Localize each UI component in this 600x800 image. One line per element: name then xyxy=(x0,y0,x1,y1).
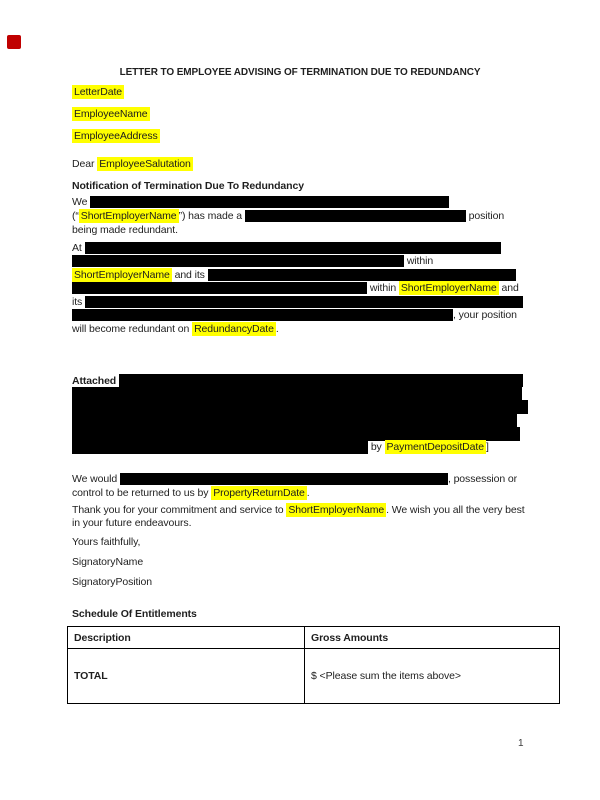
text-run: its xyxy=(72,295,86,308)
text-run: will become redundant on xyxy=(72,322,193,335)
letter-line xyxy=(72,209,528,223)
text-run: We xyxy=(72,196,91,208)
text-run: Attached xyxy=(72,374,119,387)
placeholder-field: EmployeeName xyxy=(74,108,148,120)
text-run: control to be returned to us by xyxy=(72,487,212,499)
redaction-bar xyxy=(85,242,501,254)
letter-line xyxy=(72,322,528,336)
text-run: At xyxy=(72,241,85,254)
schedule-table xyxy=(67,626,560,704)
text-run: by xyxy=(368,441,385,454)
redaction-bar xyxy=(72,282,367,294)
table-cell: $ <Please sum the items above> xyxy=(305,649,560,704)
redaction-bar xyxy=(72,440,368,454)
paragraph-attached xyxy=(72,374,528,454)
redaction-bar xyxy=(72,309,453,321)
letter-line xyxy=(72,472,528,486)
signatory-name: SignatoryName xyxy=(72,556,144,568)
signatory-position: SignatoryPosition xyxy=(72,576,153,588)
letter-line xyxy=(72,195,528,209)
text-run: within xyxy=(404,255,434,268)
letter-line xyxy=(72,517,528,531)
redaction-bar xyxy=(90,196,449,208)
field-line xyxy=(72,86,528,108)
table-header-cell: Gross Amounts xyxy=(305,627,560,649)
paragraph-we-would xyxy=(72,472,528,500)
letter-line xyxy=(72,157,528,171)
text-run: , possession or xyxy=(447,473,518,485)
text-run: Thank you for your commitment and service to xyxy=(72,503,287,516)
schedule-table-wrap xyxy=(67,626,560,704)
placeholder-field: EmployeeAddress xyxy=(74,130,158,142)
letter-line xyxy=(72,440,528,453)
paragraph-we xyxy=(72,195,528,237)
closing-yours: Yours faithfully, xyxy=(72,536,141,548)
text-run: within xyxy=(367,282,399,295)
redaction-bar xyxy=(119,374,523,388)
placeholder-field: PaymentDepositDate xyxy=(386,441,484,454)
table-row xyxy=(68,649,560,704)
paragraph-thanks xyxy=(72,503,528,530)
letter-line xyxy=(72,268,528,282)
text-run: . We wish you all the very best xyxy=(386,503,525,516)
placeholder-field: PropertyReturnDate xyxy=(213,487,305,499)
letter-line xyxy=(72,486,528,500)
text-run: . xyxy=(275,322,279,335)
placeholder-field: EmployeeSalutation xyxy=(99,157,191,170)
redaction-bar xyxy=(72,387,522,401)
redaction-bar xyxy=(85,296,523,308)
placeholder-field: ShortEmployerName xyxy=(74,268,170,281)
redaction-bar xyxy=(120,473,448,485)
letter-line xyxy=(72,241,528,255)
letter-line xyxy=(72,401,528,414)
text-run: in your future endeavours. xyxy=(72,517,192,530)
letter-line xyxy=(72,427,528,440)
text-run: and xyxy=(498,282,519,295)
paragraph-at xyxy=(72,241,528,336)
placeholder-field: LetterDate xyxy=(74,86,123,98)
placeholder-field: ShortEmployerName xyxy=(400,282,497,295)
redaction-bar xyxy=(245,210,466,222)
text-run: ] xyxy=(485,441,489,454)
letter-line xyxy=(72,295,528,309)
field-line xyxy=(72,108,528,130)
text-run: , your position xyxy=(453,309,517,322)
text-run: Dear xyxy=(72,157,98,170)
section-heading: Notification of Termination Due To Redundancy xyxy=(72,180,304,192)
text-run: (“ xyxy=(72,210,79,222)
redaction-bar xyxy=(72,255,404,267)
table-body xyxy=(68,649,560,704)
document-title: LETTER TO EMPLOYEE ADVISING OF TERMINATION DUE TO REDUNDANCY xyxy=(119,67,481,78)
redaction-bar xyxy=(72,414,517,428)
letter-line xyxy=(72,374,528,387)
table-header-row xyxy=(68,627,560,649)
redaction-bar xyxy=(72,400,528,414)
schedule-heading: Schedule Of Entitlements xyxy=(72,608,197,620)
letter-line xyxy=(72,255,528,269)
page-number: 1 xyxy=(518,738,524,749)
text-run: We would xyxy=(72,473,120,485)
redaction-bar xyxy=(72,427,520,441)
letter-line xyxy=(72,223,528,237)
field-line xyxy=(72,130,528,152)
placeholder-field: RedundancyDate xyxy=(194,322,274,335)
text-run: being made redundant. xyxy=(72,224,178,236)
letter-line xyxy=(72,282,528,296)
text-run: . xyxy=(306,487,310,499)
table-header-cell: Description xyxy=(68,627,305,649)
placeholder-field: ShortEmployerName xyxy=(80,210,177,222)
text-run: position xyxy=(465,210,505,222)
placeholder-field: ShortEmployerName xyxy=(288,503,385,516)
letter-line xyxy=(72,309,528,323)
text-run: ”) has made a xyxy=(178,210,245,222)
table-cell: TOTAL xyxy=(68,649,305,704)
letter-line xyxy=(72,503,528,517)
red-marker-icon xyxy=(7,35,21,49)
text-run: and its xyxy=(171,268,208,281)
redaction-bar xyxy=(208,269,516,281)
placeholder-fields-block xyxy=(72,86,528,152)
letter-line xyxy=(72,387,528,400)
letter-line xyxy=(72,414,528,427)
salutation-line xyxy=(72,157,528,171)
